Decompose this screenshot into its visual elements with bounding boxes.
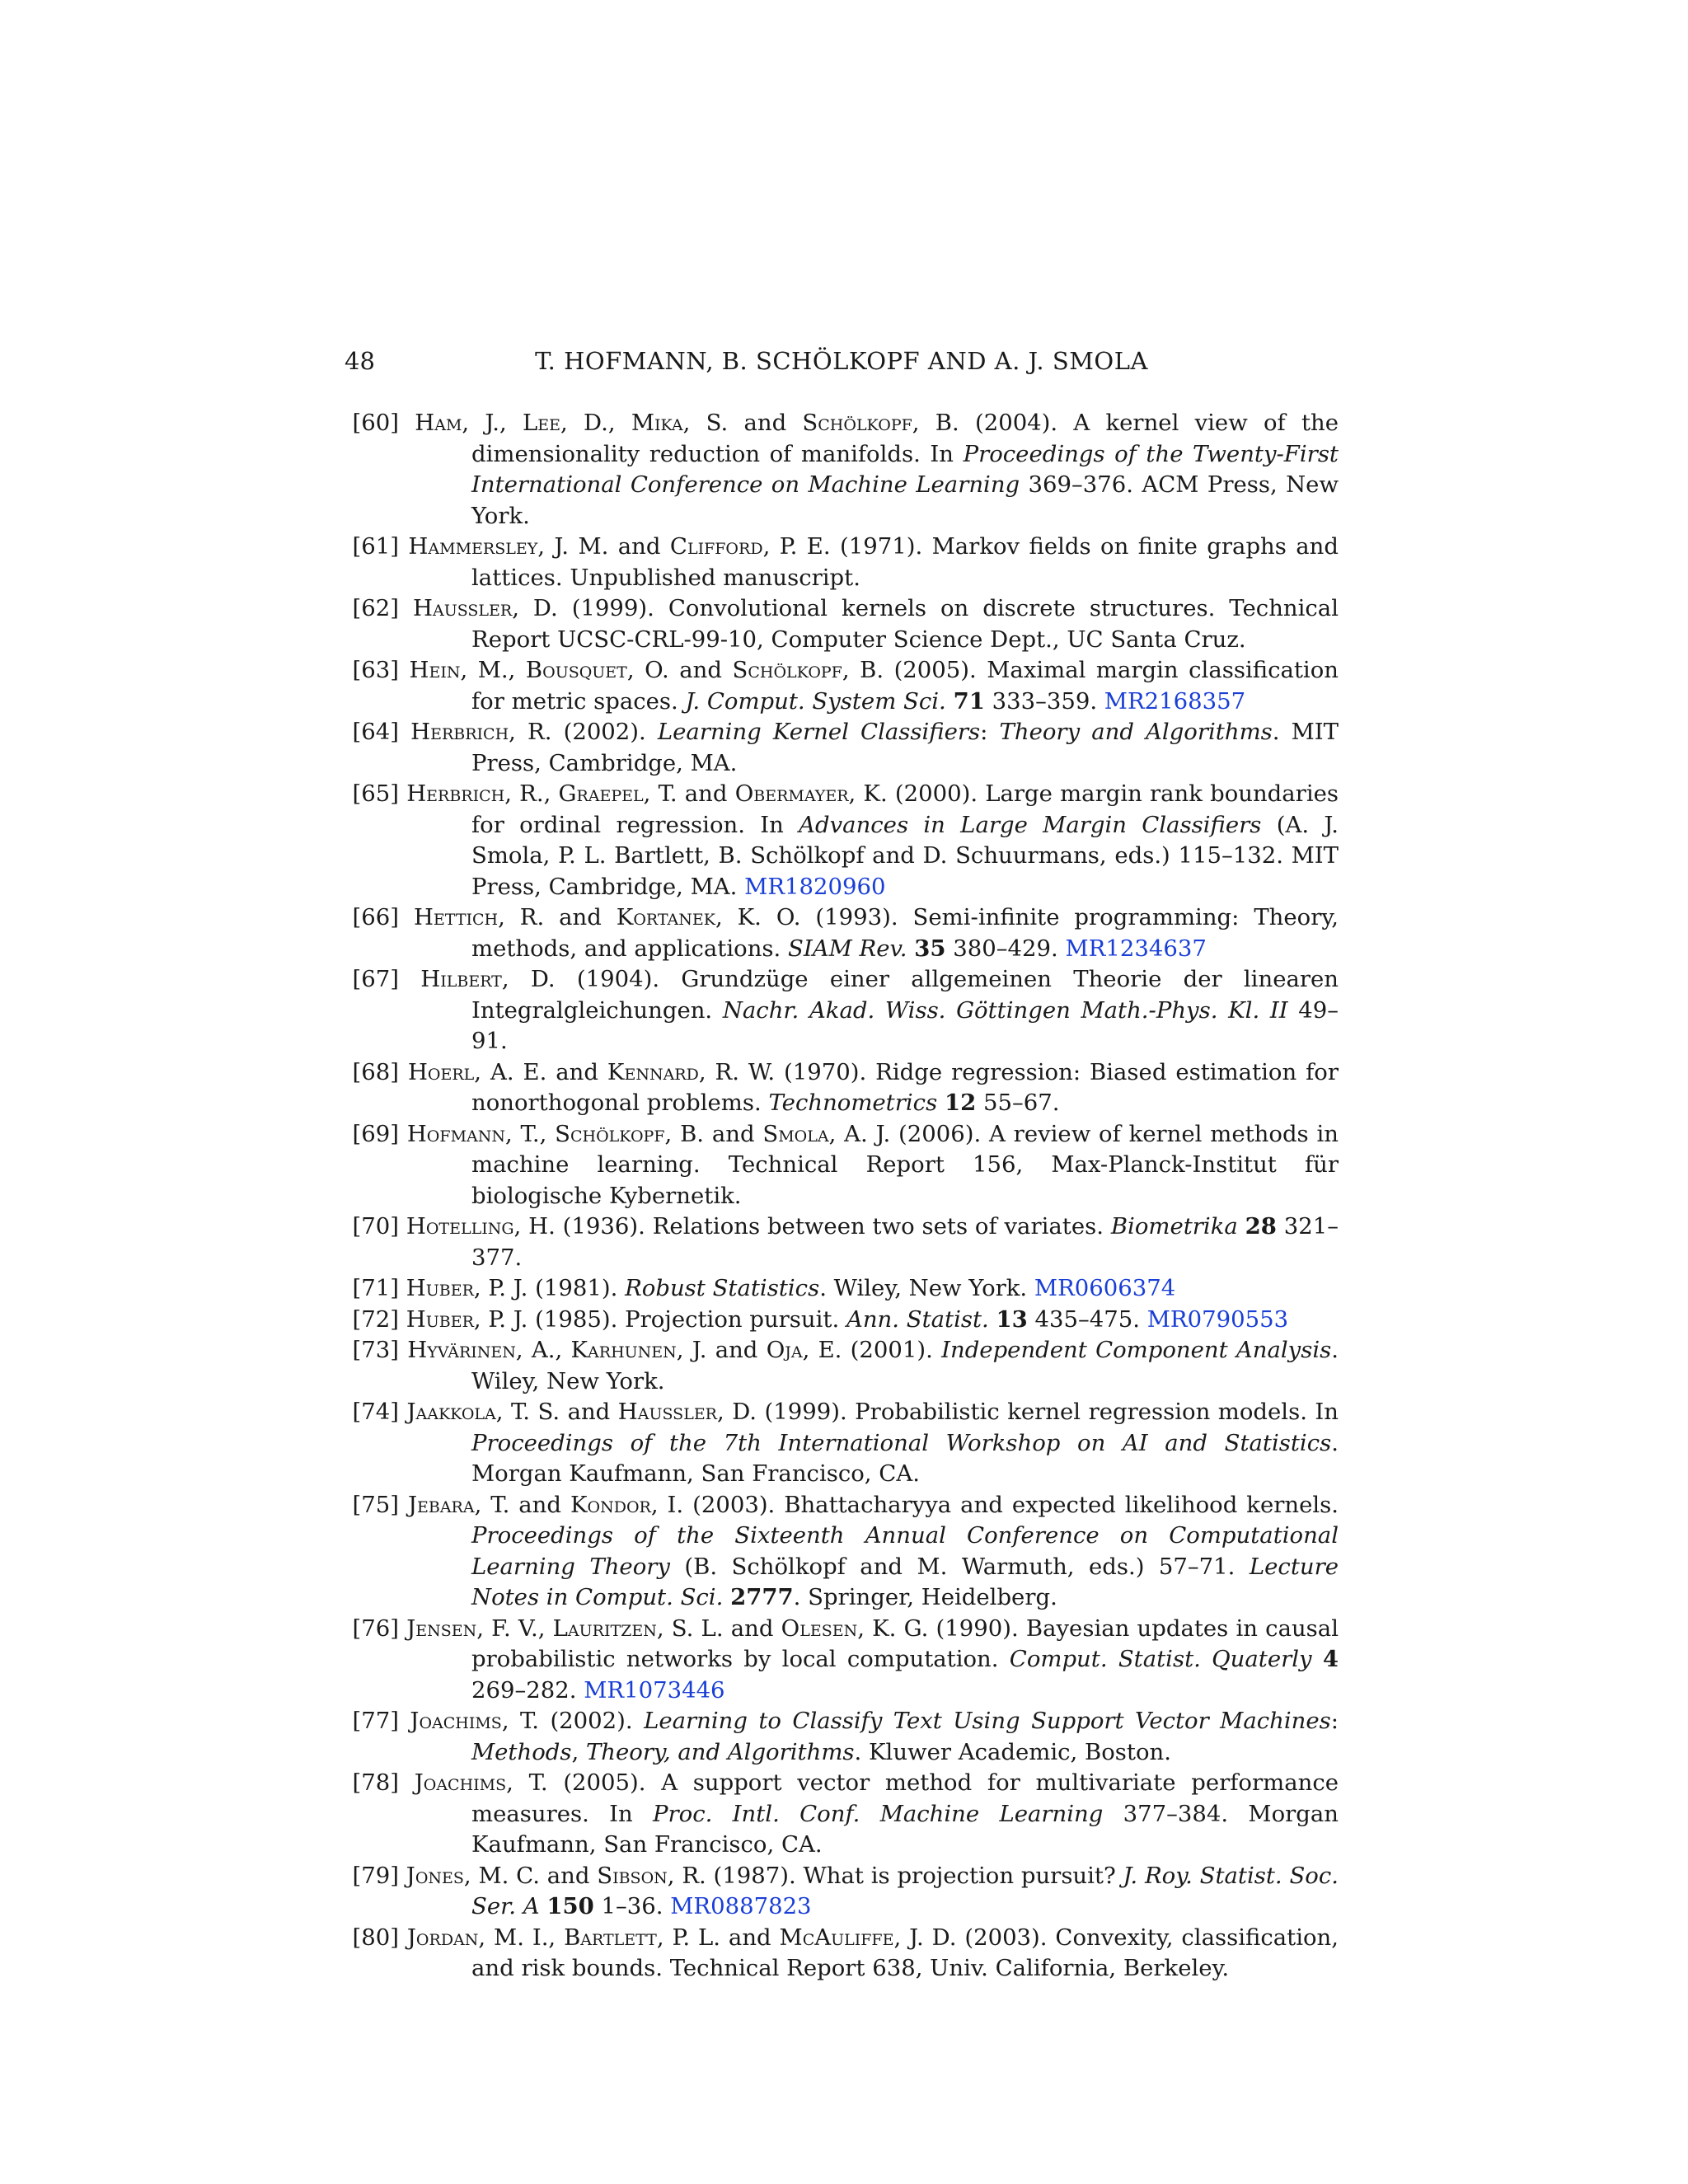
reference-text: , I. (2003). Bhattacharyya and expected likelihood kernels. xyxy=(650,1491,1339,1518)
reference-entry xyxy=(345,964,1339,1057)
reference-text: , B. (2004). A kernel view of the dimensionality reduction of manifolds. In xyxy=(471,410,1339,467)
reference-title-italic: Theory and Algorithms xyxy=(999,719,1273,745)
reference-text: (B. Schölkopf and M. Warmuth, eds.) 57–71. xyxy=(669,1553,1250,1580)
reference-number: [63] xyxy=(352,657,399,683)
running-title: T. HOFMANN, B. SCHÖLKOPF AND A. J. SMOLA xyxy=(535,347,1148,375)
volume-number: 150 xyxy=(546,1893,594,1919)
reference-text: , A. E. and xyxy=(474,1058,607,1085)
reference-entry xyxy=(345,1335,1339,1397)
author-name: Kortanek xyxy=(616,904,715,930)
mathscinet-link[interactable]: MR0887823 xyxy=(670,1893,812,1919)
mathscinet-link[interactable]: MR0790553 xyxy=(1146,1305,1289,1333)
author-name: Lauritzen xyxy=(552,1615,657,1642)
author-name: Karhunen xyxy=(570,1337,677,1363)
reference-text: 435–475. xyxy=(1027,1305,1147,1333)
reference-text: , S. L. and xyxy=(656,1615,781,1642)
reference-text xyxy=(723,1584,730,1610)
reference-text: , J. D. (2003). Convexity, classification, and risk bounds. Technical Report 638, Univ. California, Berkeley. xyxy=(471,1924,1339,1981)
volume-number: 2777 xyxy=(730,1584,794,1610)
reference-number: [66] xyxy=(352,904,399,930)
reference-entry xyxy=(345,1861,1339,1923)
reference-number: [60] xyxy=(352,410,399,436)
reference-title-italic: SIAM Rev. xyxy=(788,935,907,962)
reference-text xyxy=(989,1306,996,1333)
author-name: Hilbert xyxy=(420,966,502,992)
reference-text: , D. (1999). Convolutional kernels on discrete structures. Technical Report UCSC-CRL-99-10, Computer Science Dept., UC Santa Cruz. xyxy=(471,595,1339,653)
author-name: Hoerl xyxy=(407,1058,475,1085)
reference-text: , R., xyxy=(504,780,559,807)
reference-title-italic: Biometrika xyxy=(1110,1213,1238,1240)
reference-text: , M. I., xyxy=(478,1924,565,1951)
reference-text: , F. V., xyxy=(476,1615,553,1642)
reference-entry xyxy=(345,1057,1339,1119)
author-name: Schölkopf xyxy=(802,410,912,436)
reference-number: [80] xyxy=(352,1924,399,1951)
reference-entry xyxy=(345,593,1339,655)
reference-text: . Springer, Heidelberg. xyxy=(793,1584,1057,1610)
reference-text: , K. G. (1990). Bayesian updates in causal probabilistic networks by local computation. xyxy=(471,1615,1339,1672)
author-name: Olesen xyxy=(781,1615,858,1642)
reference-text: , J., xyxy=(462,410,523,436)
reference-text: , E. (2001). xyxy=(802,1337,942,1363)
reference-entry xyxy=(345,408,1339,532)
reference-text: , P. J. (1985). Projection pursuit. xyxy=(473,1305,846,1333)
reference-text: , T. S. and xyxy=(495,1399,618,1425)
reference-title-italic: Ann. Statist. xyxy=(846,1305,989,1333)
reference-title-italic: Technometrics xyxy=(768,1090,938,1116)
reference-entry xyxy=(345,1706,1339,1768)
reference-text: , T., xyxy=(505,1120,556,1147)
reference-text xyxy=(1238,1213,1245,1240)
reference-number: [76] xyxy=(352,1615,399,1642)
reference-title-italic: Lecture Notes in Comput. Sci. xyxy=(471,1553,1339,1610)
reference-entry xyxy=(345,1923,1339,1985)
mathscinet-link[interactable]: MR0606374 xyxy=(1034,1275,1176,1301)
author-name: Haussler xyxy=(617,1399,717,1425)
reference-entry xyxy=(345,532,1339,593)
reference-entry xyxy=(345,1119,1339,1212)
reference-entry xyxy=(345,1490,1339,1614)
reference-title-italic: Learning Kernel Classifiers xyxy=(657,719,981,745)
reference-title-italic: Methods xyxy=(471,1738,572,1765)
reference-title-italic: Independent Component Analysis xyxy=(941,1337,1332,1363)
author-name: Jaakkola xyxy=(406,1399,496,1425)
reference-number: [62] xyxy=(352,595,399,621)
reference-title-italic: Proceedings of the 7th International Workshop on AI and Statistics xyxy=(471,1429,1332,1456)
reference-text: 1–36. xyxy=(593,1893,671,1919)
reference-text: 269–282. xyxy=(471,1676,584,1704)
reference-number: [75] xyxy=(352,1491,399,1518)
reference-text: , T. (2005). A support vector method for multivariate performance measures. In xyxy=(471,1769,1339,1827)
reference-text: , A., xyxy=(515,1337,571,1363)
reference-text: , B. and xyxy=(664,1120,763,1147)
reference-text: , K. O. (1993). Semi-infinite programming: Theory, methods, and applications. xyxy=(471,904,1339,962)
reference-entry xyxy=(345,779,1339,902)
reference-text: , D. (1904). Grundzüge einer allgemeinen Theorie der linearen Integralgleichungen. xyxy=(471,966,1339,1024)
volume-number: 12 xyxy=(944,1090,977,1116)
reference-entry xyxy=(345,902,1339,964)
reference-title-italic: Proceedings of the Sixteenth Annual Conference on Computational Learning Theory xyxy=(471,1522,1339,1580)
reference-text: , xyxy=(571,1738,586,1765)
reference-text: , K. (2000). Large margin rank boundaries for ordinal regression. In xyxy=(471,780,1339,838)
author-name: Kennard xyxy=(607,1058,699,1085)
reference-number: [67] xyxy=(352,966,399,992)
reference-number: [65] xyxy=(352,780,399,807)
reference-text: , R. (2002). xyxy=(509,719,658,745)
reference-title-italic: Nachr. Akad. Wiss. Göttingen Math.-Phys. Kl. II xyxy=(722,996,1288,1024)
reference-title-italic: Comput. Statist. Quaterly xyxy=(1009,1646,1312,1672)
reference-text: , D., xyxy=(560,410,631,436)
author-name: Hyvärinen xyxy=(407,1337,516,1363)
reference-text: , T. (2002). xyxy=(501,1708,645,1734)
volume-number: 4 xyxy=(1322,1646,1339,1672)
reference-number: [64] xyxy=(352,719,399,745)
reference-text: , M., xyxy=(460,657,526,683)
mathscinet-link[interactable]: MR2168357 xyxy=(1104,687,1246,715)
author-name: Herbrich xyxy=(410,719,509,745)
reference-text: . Morgan Kaufmann, San Francisco, CA. xyxy=(471,1429,1339,1487)
reference-text: . MIT Press, Cambridge, MA. xyxy=(471,719,1339,776)
mathscinet-link[interactable]: MR1073446 xyxy=(584,1676,725,1704)
reference-entry xyxy=(345,1305,1339,1336)
reference-title-italic: J. Roy. Statist. Soc. Ser. A xyxy=(471,1862,1339,1919)
author-name: Oja xyxy=(766,1337,803,1363)
reference-entry xyxy=(345,717,1339,779)
reference-text xyxy=(946,688,954,715)
author-name: Bousquet xyxy=(525,657,627,683)
reference-title-italic: Learning to Classify Text Using Support Vector Machines xyxy=(644,1708,1331,1734)
reference-title-italic: Theory, and Algorithms xyxy=(585,1738,855,1765)
author-name: Haussler xyxy=(412,595,513,621)
reference-text: : xyxy=(1330,1708,1339,1734)
reference-text: 321–377. xyxy=(471,1213,1339,1271)
mathscinet-link[interactable]: MR1234637 xyxy=(1065,935,1207,962)
volume-number: 13 xyxy=(996,1305,1028,1333)
author-name: Kondor xyxy=(570,1491,651,1518)
running-head xyxy=(345,344,1339,377)
reference-title-italic: Proceedings of the Twenty-First International Conference on Machine Learning xyxy=(471,440,1339,498)
reference-title-italic: Advances in Large Margin Classifiers xyxy=(799,811,1262,838)
author-name: Hotelling xyxy=(406,1213,514,1240)
reference-number: [72] xyxy=(352,1305,399,1333)
reference-text: , D. (1999). Probabilistic kernel regression models. In xyxy=(717,1399,1339,1425)
reference-text: 49–91. xyxy=(471,996,1339,1054)
author-name: Huber xyxy=(406,1305,474,1333)
author-name: Schölkopf xyxy=(732,657,842,683)
author-name: Graepel xyxy=(558,780,644,807)
author-name: Lee xyxy=(523,410,561,436)
reference-number: [71] xyxy=(352,1275,399,1301)
author-name: Joachims xyxy=(414,1769,507,1796)
reference-number: [68] xyxy=(352,1058,399,1085)
reference-number: [78] xyxy=(352,1769,399,1796)
reference-text xyxy=(1312,1646,1323,1672)
author-name: Obermayer xyxy=(734,780,849,807)
author-name: Jones xyxy=(406,1862,464,1889)
reference-number: [69] xyxy=(352,1120,399,1147)
reference-number: [79] xyxy=(352,1862,399,1889)
author-name: Jensen xyxy=(406,1615,477,1642)
author-name: Herbrich xyxy=(406,780,505,807)
reference-entry xyxy=(345,655,1339,717)
author-name: Jordan xyxy=(406,1924,479,1951)
reference-text: , T. and xyxy=(643,780,735,807)
reference-text: . Wiley, New York. xyxy=(471,1337,1339,1394)
reference-text: , B. (2005). Maximal margin classification for metric spaces. xyxy=(471,657,1339,715)
author-name: Mika xyxy=(631,410,683,436)
reference-text: , T. and xyxy=(474,1491,570,1518)
reference-text xyxy=(937,1090,945,1116)
author-name: Sibson xyxy=(597,1862,668,1889)
author-name: Joachims xyxy=(410,1708,502,1734)
reference-text: (A. J. Smola, P. L. Bartlett, B. Schölkopf and D. Schuurmans, eds.) 115–132. MIT Press, Cambridge, MA. xyxy=(471,811,1339,900)
reference-title-italic: J. Comput. System Sci. xyxy=(685,687,946,715)
author-name: Clifford xyxy=(669,533,763,560)
reference-entry xyxy=(345,1397,1339,1490)
author-name: Bartlett xyxy=(564,1924,657,1951)
reference-text: , P. L. and xyxy=(656,1924,780,1951)
reference-text: , J. M. and xyxy=(537,533,670,560)
author-name: Hettich xyxy=(413,904,499,930)
reference-text: 380–429. xyxy=(945,935,1066,962)
reference-text: 333–359. xyxy=(984,687,1104,715)
reference-entry xyxy=(345,1212,1339,1273)
author-name: Hammersley xyxy=(408,533,538,560)
reference-title-italic: Proc. Intl. Conf. Machine Learning xyxy=(653,1800,1104,1827)
reference-number: [74] xyxy=(352,1399,399,1425)
reference-text: , O. and xyxy=(626,657,733,683)
author-name: Ham xyxy=(415,410,462,436)
author-name: Hein xyxy=(409,657,461,683)
reference-text: : xyxy=(980,719,1000,745)
reference-text: 369–376. ACM Press, New York. xyxy=(471,471,1339,529)
reference-text: , H. (1936). Relations between two sets of variates. xyxy=(513,1213,1111,1240)
mathscinet-link[interactable]: MR1820960 xyxy=(744,873,886,900)
reference-text: , P. E. (1971). Markov fields on finite graphs and lattices. Unpublished manuscript. xyxy=(471,533,1339,591)
author-name: McAuliffe xyxy=(779,1924,894,1951)
reference-entry xyxy=(345,1614,1339,1707)
volume-number: 71 xyxy=(953,687,985,715)
reference-entry xyxy=(345,1273,1339,1305)
reference-text: , M. C. and xyxy=(463,1862,598,1889)
reference-number: [77] xyxy=(352,1708,399,1734)
reference-text: , R. W. (1970). Ridge regression: Biased estimation for nonorthogonal problems. xyxy=(471,1058,1339,1116)
author-name: Huber xyxy=(406,1275,474,1301)
reference-text: , A. J. (2006). A review of kernel methods in machine learning. Technical Report 156, Max-Planck-Institut für biologische Kybernetik. xyxy=(471,1120,1339,1209)
reference-number: [73] xyxy=(352,1337,399,1363)
reference-text: 55–67. xyxy=(976,1090,1060,1116)
reference-text: , P. J. (1981). xyxy=(473,1275,626,1301)
author-name: Jebara xyxy=(407,1491,475,1518)
page-number: 48 xyxy=(345,347,375,375)
author-name: Smola xyxy=(762,1120,829,1147)
reference-text: , R. (1987). What is projection pursuit? xyxy=(667,1862,1123,1889)
reference-text: , J. and xyxy=(676,1337,767,1363)
author-name: Hofmann xyxy=(406,1120,505,1147)
volume-number: 35 xyxy=(914,935,946,962)
reference-text: . Wiley, New York. xyxy=(819,1275,1034,1301)
volume-number: 28 xyxy=(1245,1213,1277,1240)
reference-list xyxy=(345,408,1339,1985)
reference-title-italic: Robust Statistics xyxy=(625,1275,820,1301)
reference-text xyxy=(907,935,915,962)
reference-text: , S. and xyxy=(682,410,803,436)
reference-text: , R. and xyxy=(498,904,617,930)
reference-entry xyxy=(345,1768,1339,1861)
reference-text: 377–384. Morgan Kaufmann, San Francisco, CA. xyxy=(471,1800,1339,1858)
reference-text: . Kluwer Academic, Boston. xyxy=(854,1738,1171,1765)
reference-number: [70] xyxy=(352,1213,399,1240)
author-name: Schölkopf xyxy=(555,1120,665,1147)
reference-number: [61] xyxy=(352,533,399,560)
